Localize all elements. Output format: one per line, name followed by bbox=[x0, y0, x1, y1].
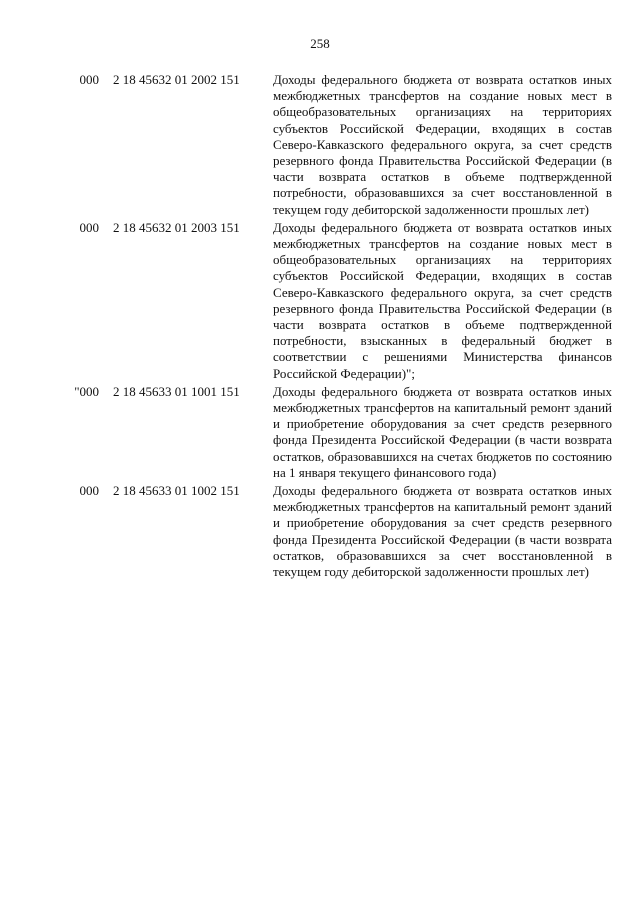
admin-code: 000 bbox=[79, 219, 99, 235]
classification-code: 2 18 45632 01 2003 151 bbox=[113, 219, 240, 235]
entry-row bbox=[0, 483, 640, 580]
entry-description: Доходы федерального бюджета от возврата остатков иных межбюджетных трансфертов на создание новых мест в общеобразовательных организациях на территориях субъектов Российской Федерации, входящих в состав Северо-Кавказского федерального округа, за счет средств резервного фонда Правительства Российской Федерации (в части возврата остатков в объеме подтвержденной потребности, взысканных в федеральный бюджет в соответствии с решениями Министерства финансов Российской Федерации)"; bbox=[273, 219, 612, 381]
classification-code: 2 18 45632 01 2002 151 bbox=[113, 72, 240, 87]
entry-row bbox=[0, 220, 640, 382]
entry-description: Доходы федерального бюджета от возврата остатков иных межбюджетных трансфертов на капитальный ремонт зданий и приобретение оборудования за счет средств резервного фонда Президента Российской Федерации (в части возврата остатков, образовавшихся за счет восстановленной в текущем году дебиторской задолженности прошлых лет) bbox=[273, 483, 612, 580]
entry-row bbox=[0, 384, 640, 481]
classification-code: 2 18 45633 01 1001 151 bbox=[113, 383, 240, 399]
admin-code: "000 bbox=[74, 383, 99, 399]
classification-code: 2 18 45633 01 1002 151 bbox=[113, 483, 240, 499]
admin-code: 000 bbox=[79, 483, 99, 499]
entry-description: Доходы федерального бюджета от возврата остатков иных межбюджетных трансфертов на создание новых мест в общеобразовательных организациях на территориях субъектов Российской Федерации, входящих в состав Северо-Кавказского федерального округа, за счет средств резервного фонда Правительства Российской Федерации (в части возврата остатков в объеме подтвержденной потребности, образовавшихся за счет восстановленной в текущем году дебиторской задолженности прошлых лет) bbox=[273, 72, 612, 217]
entry-row bbox=[0, 72, 640, 218]
entry-description: Доходы федерального бюджета от возврата остатков иных межбюджетных трансфертов на капитальный ремонт зданий и приобретение оборудования за счет средств резервного фонда Президента Российской Федерации (в части возврата остатков, образовавшихся на счетах бюджетов по состоянию на 1 января текущего финансового года) bbox=[273, 383, 612, 480]
page-number: 258 bbox=[310, 36, 330, 51]
admin-code: 000 bbox=[79, 72, 99, 87]
entries-list bbox=[0, 72, 640, 582]
